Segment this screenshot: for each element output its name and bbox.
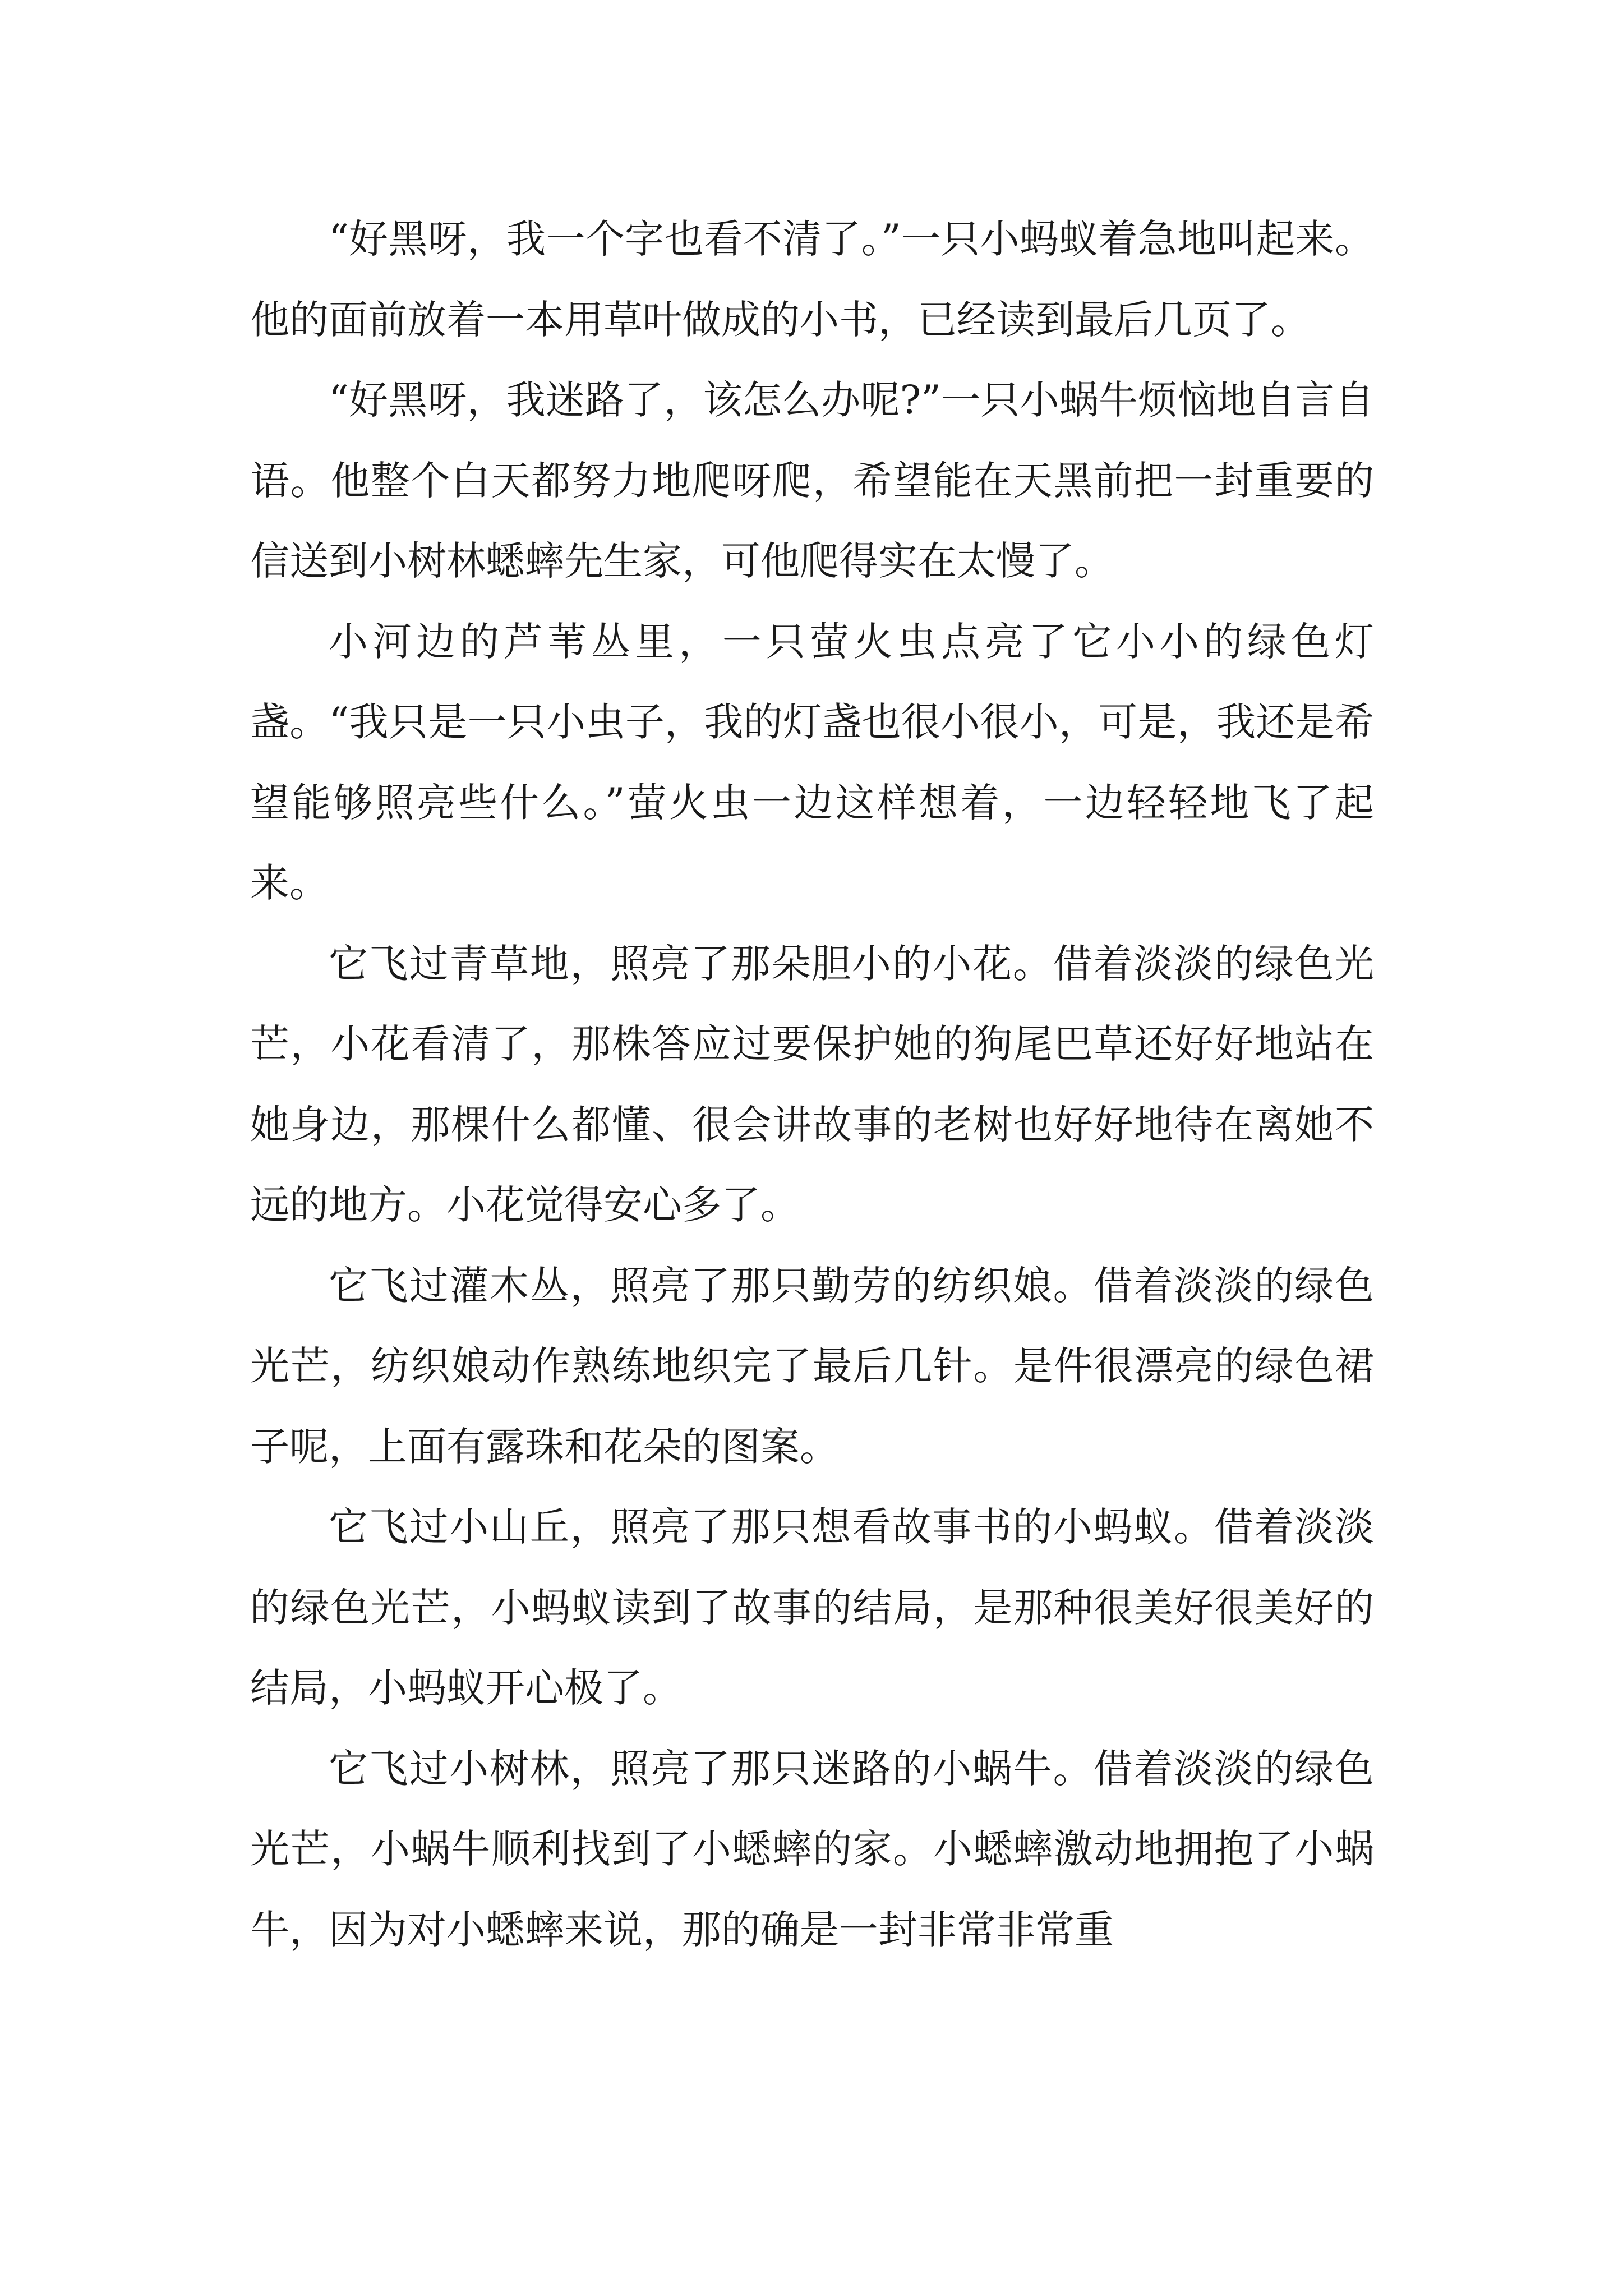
- paragraph-6: 它飞过小山丘，照亮了那只想看故事书的小蚂蚁。借着淡淡的绿色光芒，小蚂蚁读到了故事的结局，是那种很美好很美好的结局，小蚂蚁开心极了。: [250, 1504, 1374, 1711]
- paragraph-3: 小河边的芦苇丛里，一只萤火虫点亮了它小小的绿色灯盏。“我只是一只小虫子，我的灯盏也很小很小，可是，我还是希望能够照亮些什么。”萤火虫一边这样想着，一边轻轻地飞了起来。: [250, 618, 1374, 906]
- paragraph-2: “好黑呀，我迷路了，该怎么办呢?”一只小蜗牛烦恼地自言自语。他整个白天都努力地爬呀爬，希望能在天黑前把一封重要的信送到小树林蟋蟀先生家，可他爬得实在太慢了。: [250, 377, 1374, 584]
- paragraph-7: 它飞过小树林，照亮了那只迷路的小蜗牛。借着淡淡的绿色光芒，小蜗牛顺利找到了小蟋蟀的家。小蟋蟀激动地拥抱了小蜗牛，因为对小蟋蟀来说，那的确是一封非常非常重: [250, 1745, 1374, 1953]
- paragraph-4: 它飞过青草地，照亮了那朵胆小的小花。借着淡淡的绿色光芒，小花看清了，那株答应过要保护她的狗尾巴草还好好地站在她身边，那棵什么都懂、很会讲故事的老树也好好地待在离她不远的地方。小花觉得安心多了。: [250, 940, 1374, 1228]
- story-body: [250, 199, 1374, 1970]
- paragraph-1: “好黑呀，我一个字也看不清了。”一只小蚂蚁着急地叫起来。他的面前放着一本用草叶做成的小书，已经读到最后几页了。: [250, 216, 1374, 343]
- paragraph-5: 它飞过灌木丛，照亮了那只勤劳的纺织娘。借着淡淡的绿色光芒，纺织娘动作熟练地织完了最后几针。是件很漂亮的绿色裙子呢，上面有露珠和花朵的图案。: [250, 1262, 1374, 1470]
